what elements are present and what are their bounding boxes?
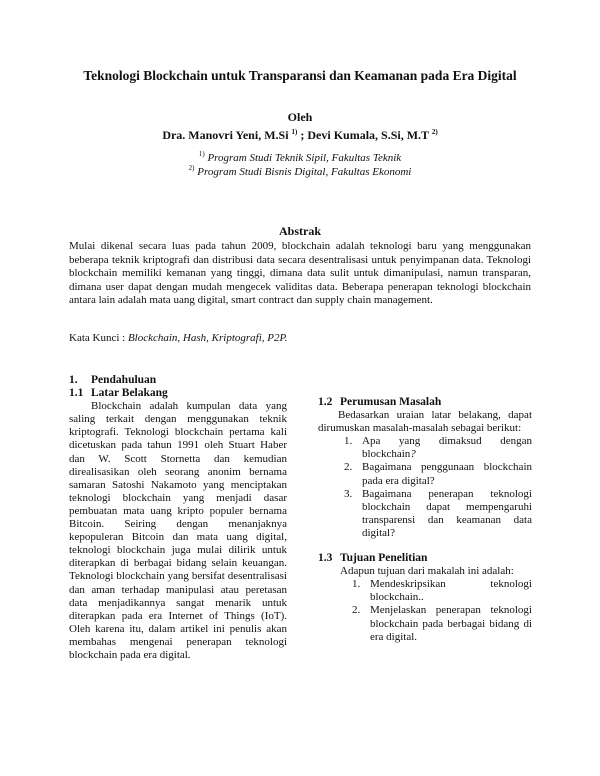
section-number: 1.1 — [69, 387, 84, 400]
author-2: Devi Kumala, S.Si, M.T — [307, 128, 429, 142]
authors-line — [0, 128, 600, 143]
list-item — [344, 435, 532, 461]
section-number: 1.3 — [318, 552, 333, 565]
section-title: Perumusan Masalah — [340, 396, 442, 408]
author-2-marker: 2) — [431, 128, 438, 136]
keywords-value: Blockchain, Hash, Kriptografi, P2P. — [127, 332, 288, 344]
section-number: 1. — [69, 374, 78, 386]
abstract-heading: Abstrak — [278, 224, 321, 238]
affiliation-2-text: Program Studi Bisnis Digital, Fakultas Ekonomi — [197, 166, 412, 178]
list-number: 1. — [352, 578, 361, 591]
keywords-line — [69, 332, 288, 344]
affiliation-1 — [0, 150, 600, 164]
byline-label: Oleh — [287, 110, 313, 124]
section-title: Tujuan Penelitian — [340, 552, 428, 565]
section-heading-tujuan-penelitian — [318, 552, 532, 565]
perumusan-body: Bedasarkan uraian latar belakang, dapat dirumuskan masalah-masalah sebagai berikut: — [318, 409, 532, 435]
list-text-tail: ? — [410, 448, 416, 461]
section-title: Pendahuluan — [91, 374, 157, 386]
list-number: 1. — [344, 435, 353, 448]
list-item — [344, 461, 532, 487]
list-number: 2. — [352, 604, 361, 617]
section-heading-perumusan-masalah — [318, 396, 532, 409]
right-column — [318, 396, 532, 644]
section-heading-latar-belakang — [69, 387, 287, 400]
paper-title: Teknologi Blockchain untuk Transparansi dan Keamanan pada Era Digital — [83, 68, 517, 83]
keywords-label: Kata Kunci : — [69, 332, 128, 344]
author-1: Dra. Manovri Yeni, M.Si — [162, 128, 289, 142]
section-heading-pendahuluan — [69, 374, 287, 387]
tujuan-body: Adapun tujuan dari makalah ini adalah: — [340, 565, 514, 578]
list-text-main: Apa yang dimaksud dengan blockchain — [362, 435, 532, 461]
affiliation-2-marker: 2) — [188, 164, 195, 172]
perumusan-list — [318, 435, 532, 540]
section-number: 1.2 — [318, 396, 333, 408]
list-number: 3. — [344, 487, 353, 500]
left-column — [69, 374, 287, 662]
list-text: Bagaimana penggunaan blockchain pada era digital? — [362, 461, 532, 487]
list-text: Menjelaskan penerapan teknologi blockchain pada berbagai bidang di era digital. — [370, 604, 532, 643]
abstract-body: Mulai dikenal secara luas pada tahun 2009, blockchain adalah teknologi baru yang menggunakan beberapa teknik kriptografi dan distribusi data secara desentralisasi untuk penyimpanan data. Teknologi blockchain memiliki kemanan yang tinggi, dimana data sulit untuk dimanipulasi, namun transparan, dimana user dapat dengan mudah mengecek validitas data. Beberapa penerapan teknologi blockchain antara lain adalah mata uang digital, smart contract dan supply chain management. — [69, 240, 531, 306]
list-number: 2. — [344, 461, 353, 474]
list-item — [352, 578, 532, 604]
list-text — [362, 435, 532, 461]
affiliation-2 — [0, 164, 600, 178]
section-title: Latar Belakang — [91, 387, 168, 400]
tujuan-list — [318, 578, 532, 643]
author-1-marker: 1) — [291, 128, 298, 136]
affiliation-1-text: Program Studi Teknik Sipil, Fakultas Teknik — [207, 152, 402, 164]
author-separator: ; — [297, 128, 308, 142]
list-item — [344, 488, 532, 540]
latar-belakang-body: Blockchain adalah kumpulan data yang saling terkait dengan menggunakan teknik kriptografi. Teknologi blockchain pertama kali dicetuskan pada tahun 1991 oleh Stuart Haber dan W. Scott Stornetta dan kemudian direalisasikan oleh seorang anonim bernama samaran Satoshi Nakamoto yang menciptakan teknologi blockchain yang menjadi dasar pembuatan mata uang kripto populer bernama Bitcoin. Seiring dengan menanjaknya kepopuleran Bitcoin dan mata uang digital, teknologi blockchain juga mulai dilirik untuk diterapkan di berbagai bidang selain keuangan. Teknologi blockchain yang bersifat desentralisasi dan aman terhadap manipulasi atau peretasan data menjadikannya sangat menarik untuk diterapkan pada era Internet of Things (IoT). Oleh karena itu, dalam artikel ini penulis akan membahas mengenai penerapan teknologi blockchain pada era digital. — [69, 400, 287, 661]
list-item — [352, 604, 532, 643]
list-text: Bagaimana penerapan teknologi blockchain dapat mempengaruhi transparensi dan keamanan data digital? — [362, 487, 532, 539]
list-text: Mendeskripsikan teknologi blockchain.. — [370, 578, 532, 604]
affiliation-1-marker: 1) — [198, 150, 205, 158]
